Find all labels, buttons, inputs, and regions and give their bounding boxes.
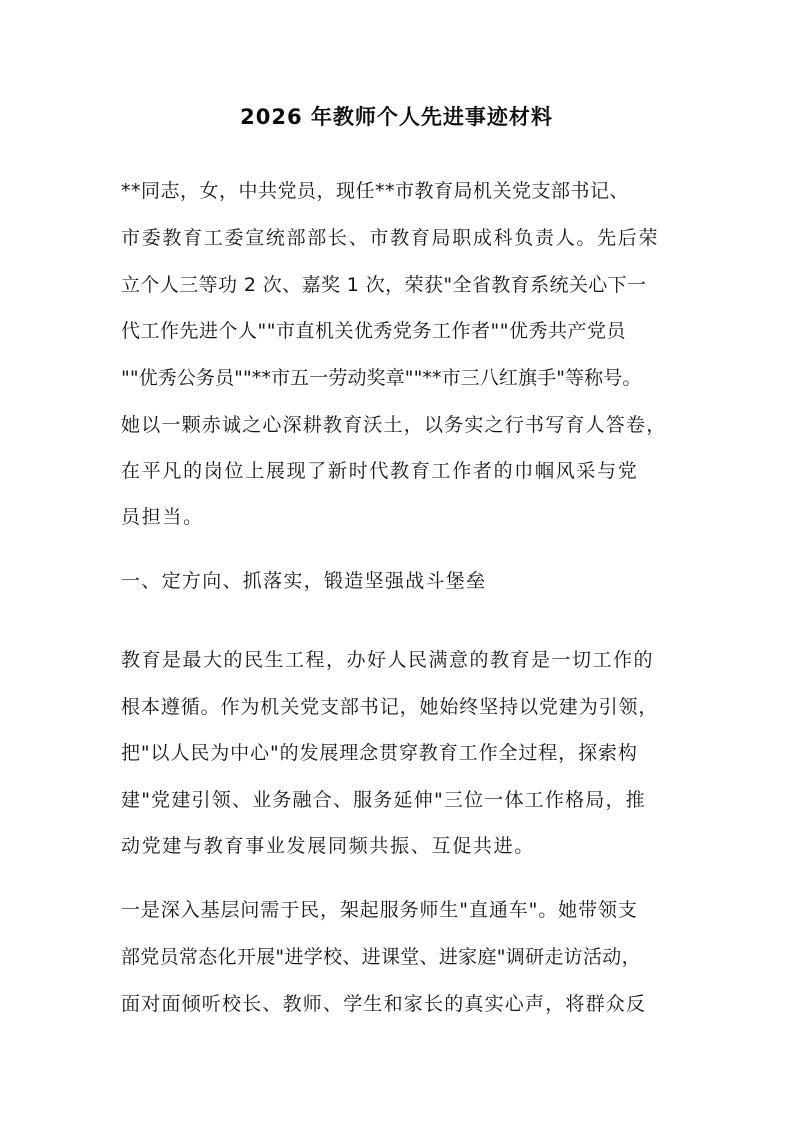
paragraph-line: 教育是最大的民生工程，办好人民满意的教育是一切工作的 [121, 649, 655, 671]
paragraph-line: 部党员常态化开展"进学校、进课堂、进家庭"调研走访活动， [121, 946, 641, 968]
intro-line: 员担当。 [121, 506, 204, 528]
intro-line: 代工作先进个人""市直机关优秀党务工作者""优秀共产党员 [121, 320, 626, 342]
paragraph-line: 根本遵循。作为机关党支部书记，她始终坚持以党建为引领， [121, 696, 659, 718]
intro-line: **同志，女，中共党员，现任**市教育局机关党支部书记、 [121, 180, 630, 202]
paragraph-line: 面对面倾听校长、教师、学生和家长的真实心声，将群众反 [121, 993, 647, 1015]
paragraph-line: 建"党建引领、业务融合、服务延伸"三位一体工作格局，推 [121, 789, 646, 811]
paragraph-line: 一是深入基层问需于民，架起服务师生"直通车"。她带领支 [121, 899, 638, 921]
intro-line: ""优秀公务员""**市五一劳动奖章""**市三八红旗手"等称号。 [121, 367, 642, 389]
paragraph-line: 把"以人民为中心"的发展理念贯穿教育工作全过程，探索构 [121, 742, 638, 764]
intro-line: 她以一颗赤诚之心深耕教育沃土，以务实之行书写育人答卷， [121, 414, 667, 436]
section-heading: 一、定方向、抓落实，锻造坚强战斗堡垒 [121, 570, 487, 592]
intro-line: 立个人三等功 2 次、嘉奖 1 次，荣获"全省教育系统关心下一 [121, 274, 647, 296]
intro-line: 在平凡的岗位上展现了新时代教育工作者的巾帼风采与党 [121, 460, 639, 482]
paragraph-line: 动党建与教育事业发展同频共振、互促共进。 [121, 835, 536, 857]
intro-line: 市委教育工委宣统部部长、市教育局职成科负责人。先后荣 [121, 227, 660, 249]
document-title: 2026 年教师个人先进事迹材料 [240, 105, 553, 129]
